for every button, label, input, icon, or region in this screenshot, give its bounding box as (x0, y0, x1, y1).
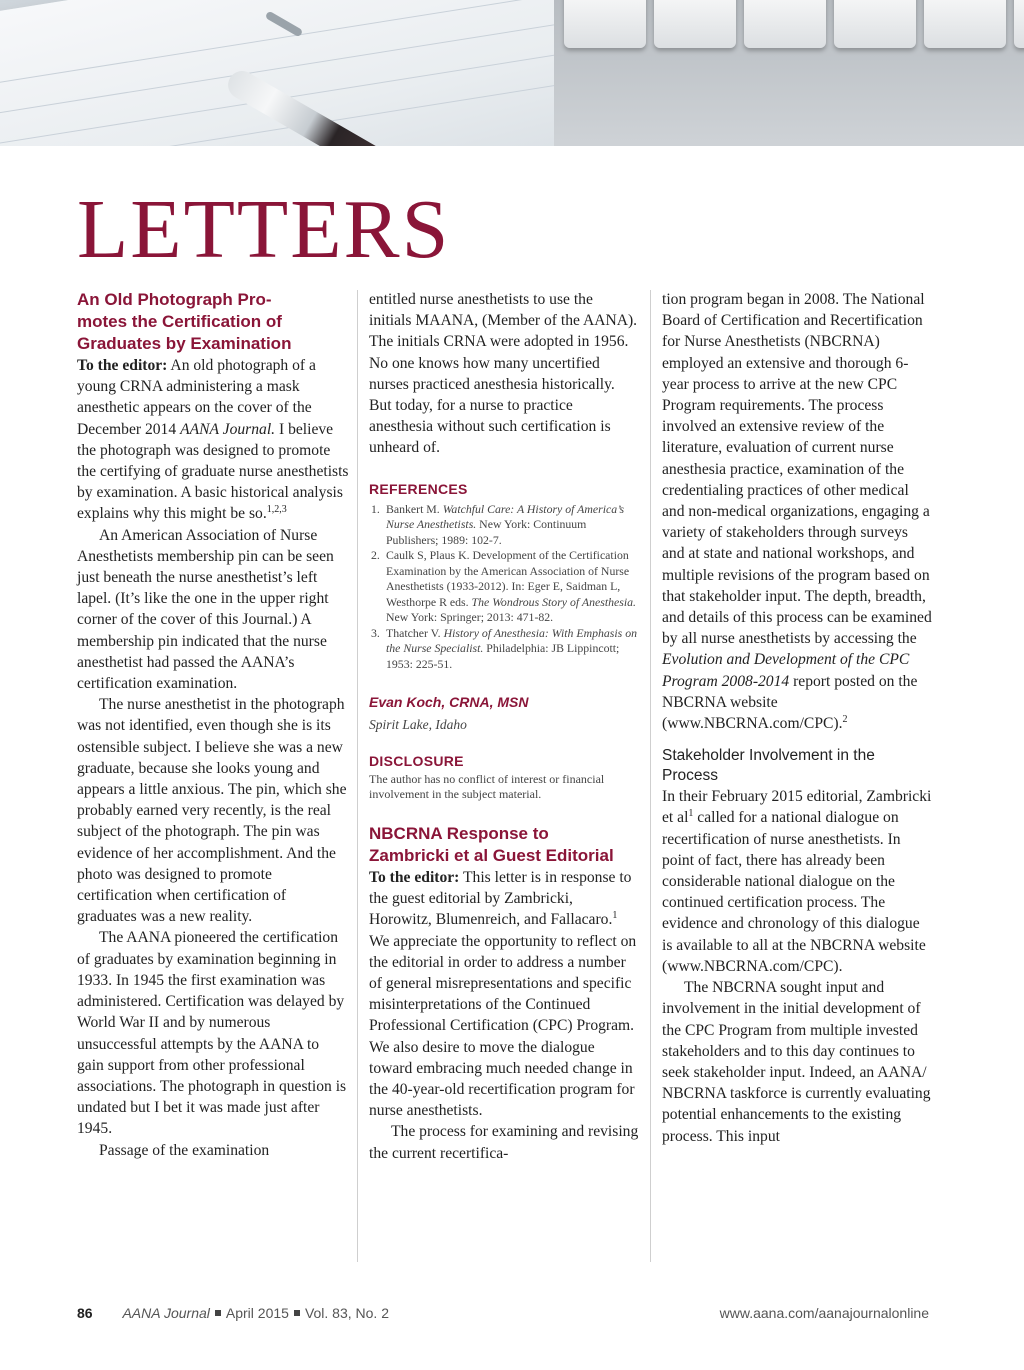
paragraph: Passage of the examination (99, 1141, 270, 1159)
paragraph: The process for examining and revising the current recertifica- (369, 1123, 639, 1162)
page-footer (77, 1305, 937, 1321)
paragraph: The AANA pioneered the certification of graduates by examination beginning in 1933. In 1945 the first examination was administered. Certification was delayed by World War II and by numerous unsuccessful attempts by the AANA to gain support from other professional associations. The photograph in question is undated but I bet it was made just after 1945. (77, 929, 347, 1138)
references-label: REFERENCES (369, 480, 468, 497)
paragraph: The nurse anesthetist in the photograph was not identified, even though she is its ostensible subject. I believe she was a new graduate, because she looks young and appears a little anxious. The pin, which she probably earned very recently, is the real subject of the photograph. The pin was evidence of her accomplishment. And the photo was designed to promote certification when certification of graduates was a new reality. (77, 696, 347, 926)
paragraph: To the editor: This letter is in response to the guest editorial by Zambricki, Horowitz, Blumenreich, and Fallacaro.$^1$ We appreciate the opportunity to reflect on the editorial in order to address a number of general misrepresentations and specific misinterpretations of the Continued Professional Certification (CPC) Program. We also desire to move the dialogue toward embracing much needed change in the 40-year-old recertification program for nurse anesthetists. (369, 868, 637, 1120)
references-list (369, 502, 639, 673)
page-title: LETTERS (77, 183, 451, 276)
letter-heading: NBCRNA Response to Zambricki et al Guest Editorial (369, 823, 614, 865)
author-location: Spirit Lake, Idaho (369, 716, 467, 732)
letter-heading: An Old Photograph Pro- motes the Certification of Graduates by Examination (77, 290, 292, 353)
paragraph: An American Association of Nurse Anesthetists membership pin can be seen just beneath the nurse anesthetist’s left lapel. (It’s like the one in the upper right corner of the cover of this Journal.) A membership pin indicated that the nurse anesthetist had passed the AANA’s certification examination. (77, 526, 334, 693)
column-divider (357, 290, 358, 1262)
column-1 (77, 289, 349, 1161)
disclosure-label: DISCLOSURE (369, 752, 464, 769)
column-divider (650, 290, 651, 1262)
volume-info: Vol. 83, No. 2 (304, 1305, 389, 1321)
column-2 (369, 289, 639, 1164)
paragraph: To the editor: An old photograph of a young CRNA administering a mask anesthetic appears on the cover of the December 2014 AANA Journal. I believe the photograph was designed to promote the certifying of graduate nurse anesthetists by examination. A basic historical analysis explains why this might be so.$^{1,2,3}$ (77, 357, 349, 523)
paragraph: In their February 2015 editorial, Zambricki et $al^1$ called for a national dialogue on recertification of nurse anesthetists. In point of fact, there has already been considerable national dialogue on the continued certification process. The evidence and chronology of this dialogue is available to all at the NBCRNA website (www.NBCRNA.com/CPC). (662, 788, 932, 975)
header-photo (0, 0, 1024, 146)
separator-square-icon (215, 1310, 221, 1316)
reference-item: 1. Bankert M. Watchful Care: A History of America’s Nurse Anesthetists. New York: Continuum Publishers; 1989: 102-7. (371, 501, 625, 547)
separator-square-icon (294, 1310, 300, 1316)
column-3 (662, 289, 932, 1147)
journal-url[interactable]: www.aana.com/aanajournalonline (719, 1305, 929, 1321)
reference-item: 3. Thatcher V. History of Anesthesia: With Emphasis on the Nurse Specialist. Philadelphia: JB Lippincott; 1953: 225-51. (371, 625, 638, 671)
paragraph: entitled nurse anesthetists to use the initials MAANA, (Member of the AANA). The initials CRNA were adopted in 1956. No one knows how many uncertified nurses practiced anesthesia historically. But today, for a nurse to practice anesthesia without such certification is unheard of. (369, 291, 638, 457)
keyboard (554, 0, 1024, 146)
issue-date: April 2015 (225, 1305, 289, 1321)
paragraph: tion program began in 2008. The National Board of Certification and Recertification for Nurse Anesthetists (NBCRNA) employed an extensive and thorough 6-year process to arrive at the new CPC Program requirements. The process involved an extensive review of the literature, evaluation of current nurse anesthesia practice, examination of the credentialing practices of other medical and non-medical organizations, engaging a variety of stakeholders through surveys and at state and national workshops, and multiple revisions of the program based on that stakeholder input. The depth, breadth, and details of this process can be examined by all nurse anesthetists by accessing the Evolution and Development of the CPC Program 2008-2014 report posted on the NBCRNA website (www.NBCRNA.com/CPC).$^2$ (662, 291, 932, 733)
section-subheading: Stakeholder Involvement in the Process (662, 747, 875, 785)
disclosure-text: The author has no conflict of interest or financial involvement in the subject material. (369, 771, 605, 802)
reference-item: 2. Caulk S, Plaus K. Development of the Certification Examination by the American Association of Nurse Anesthetists (1933-2012). In: Eger E, Saidman L, Westhorpe R eds. The Wondrous Story of Anesthesia. New York: Springer; 2013: 471-82. (371, 548, 636, 625)
author-name: Evan Koch, CRNA, MSN (369, 694, 529, 711)
page-number: 86 (77, 1305, 93, 1321)
paragraph: The NBCRNA sought input and involvement in the initial development of the CPC Program from multiple invested stakeholders and to this day continues to seek stakeholder input. Indeed, an AANA/ NBCRNA taskforce is currently evaluating potential enhancements to the existing process. This input (662, 979, 931, 1145)
journal-name: AANA Journal (122, 1305, 210, 1321)
